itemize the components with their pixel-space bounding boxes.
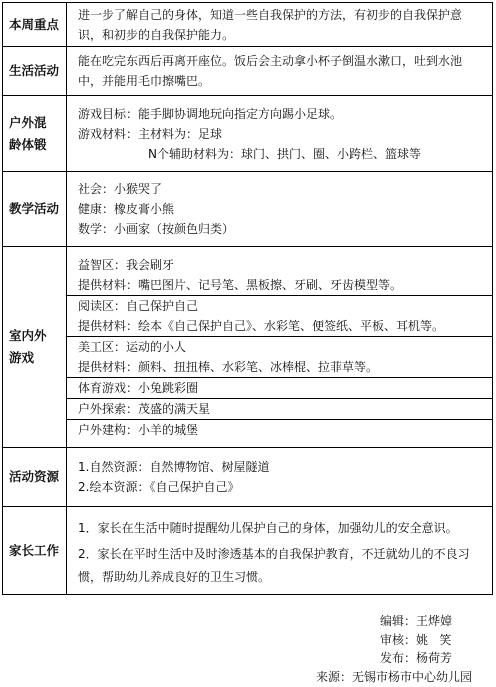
reading-area-block [67, 296, 492, 337]
teaching-activity-label: 教学活动 [3, 172, 67, 247]
sports-game: 体育游戏：小兔跳彩圈 [78, 380, 199, 395]
outdoor-exercise-content [67, 96, 493, 172]
resource-picture-book: 2.绘本资源：《自己保护自己》 [78, 480, 240, 494]
weekly-focus-label: 本周重点 [3, 3, 67, 47]
indoor-outdoor-games-content [67, 247, 493, 448]
editor-credit: 编辑：王烨嫜 [379, 614, 452, 628]
weekly-focus-line: 识，和初步的自我保护能力。 [78, 27, 235, 42]
credits-block [316, 612, 472, 686]
outdoor-exercise-label-line: 龄体锻 [9, 136, 47, 152]
puzzle-area-block [67, 255, 492, 296]
row-life-activity [3, 47, 493, 96]
source-credit: 来源：无锡市杨市中心幼儿园 [315, 669, 472, 684]
teaching-math: 数学：小画家（按颜色归类） [78, 222, 235, 236]
outdoor-auxiliary-materials: N个辅助材料为：球门、拱门、圈、小跨栏、篮球等 [148, 146, 421, 161]
row-outdoor-exercise [3, 96, 493, 172]
outdoor-exercise-label-line: 户外混 [9, 114, 47, 130]
parent-work-item: 2．家长在平时生活中及时渗透基本的自我保护教育，不迁就幼儿的不良习 [78, 546, 470, 561]
teaching-social: 社会：小猴哭了 [78, 182, 163, 196]
row-teaching-activity [3, 172, 493, 247]
outdoor-build: 户外建构：小羊的城堡 [78, 422, 199, 437]
art-area: 美工区：运动的小人 [78, 339, 187, 354]
activity-resources-content [67, 448, 493, 507]
weekly-focus-content [67, 3, 493, 47]
activity-resources-label: 活动资源 [3, 448, 67, 507]
row-parent-work [3, 507, 493, 595]
outdoor-game-goal: 游戏目标：能手脚协调地玩向指定方向踢小足球。 [78, 106, 343, 121]
outdoor-game-materials: 游戏材料：主材料为：足球 [78, 126, 223, 141]
indoor-outdoor-games-label [3, 247, 67, 448]
reviewer-credit: 审核：姚 笑 [379, 632, 452, 647]
outdoor-build-block [67, 420, 492, 440]
reading-area: 阅读区：自己保护自己 [78, 298, 199, 313]
sports-game-block [67, 378, 492, 399]
teaching-health: 健康：橡皮膏小熊 [78, 202, 175, 216]
parent-work-label: 家长工作 [3, 507, 67, 595]
life-activity-label: 生活活动 [3, 47, 67, 96]
life-activity-line: 能在吃完东西后再离开座位。饭后会主动拿小杯子倒温水漱口，吐到水池 [78, 54, 463, 68]
weekly-focus-line: 进一步了解自己的身体，知道一些自我保护的方法，有初步的自我保护意 [78, 7, 463, 22]
art-area-materials: 提供材料：颜料、扭扭棒、水彩笔、冰棒棍、拉菲草等。 [78, 359, 379, 374]
resource-natural: 1.自然资源：自然博物馆、树屋隧道 [78, 460, 270, 474]
outdoor-explore: 户外探索：茂盛的满天星 [78, 401, 211, 416]
art-area-block [67, 337, 492, 378]
puzzle-area-materials: 提供材料：嘴巴图片、记号笔、黑板擦、牙刷、牙齿模型等。 [78, 277, 403, 292]
outdoor-explore-block [67, 399, 492, 420]
teaching-activity-content [67, 172, 493, 247]
parent-work-item: 惯，帮助幼儿养成良好的卫生习惯。 [78, 569, 271, 584]
parent-work-item: 1．家长在生活中随时提醒幼儿保护自己的身体，加强幼儿的安全意识。 [78, 520, 458, 535]
parent-work-content [67, 507, 493, 595]
weekly-plan-table [2, 2, 493, 595]
row-indoor-outdoor-games [3, 247, 493, 448]
reading-area-materials: 提供材料：绘本《自己保护自己》、水彩笔、便签纸、平板、耳机等。 [78, 318, 445, 333]
outdoor-exercise-label [3, 96, 67, 172]
indoor-outdoor-games-label-line: 游戏 [9, 350, 35, 365]
row-activity-resources [3, 448, 493, 507]
puzzle-area: 益智区：我会刷牙 [78, 257, 175, 272]
indoor-outdoor-games-label-line: 室内外 [9, 328, 47, 343]
life-activity-content [67, 47, 493, 96]
row-weekly-focus [3, 3, 493, 47]
publisher-credit: 发布：杨荷芳 [379, 651, 452, 665]
life-activity-line: 中，并能用毛巾擦嘴巴。 [78, 74, 211, 88]
